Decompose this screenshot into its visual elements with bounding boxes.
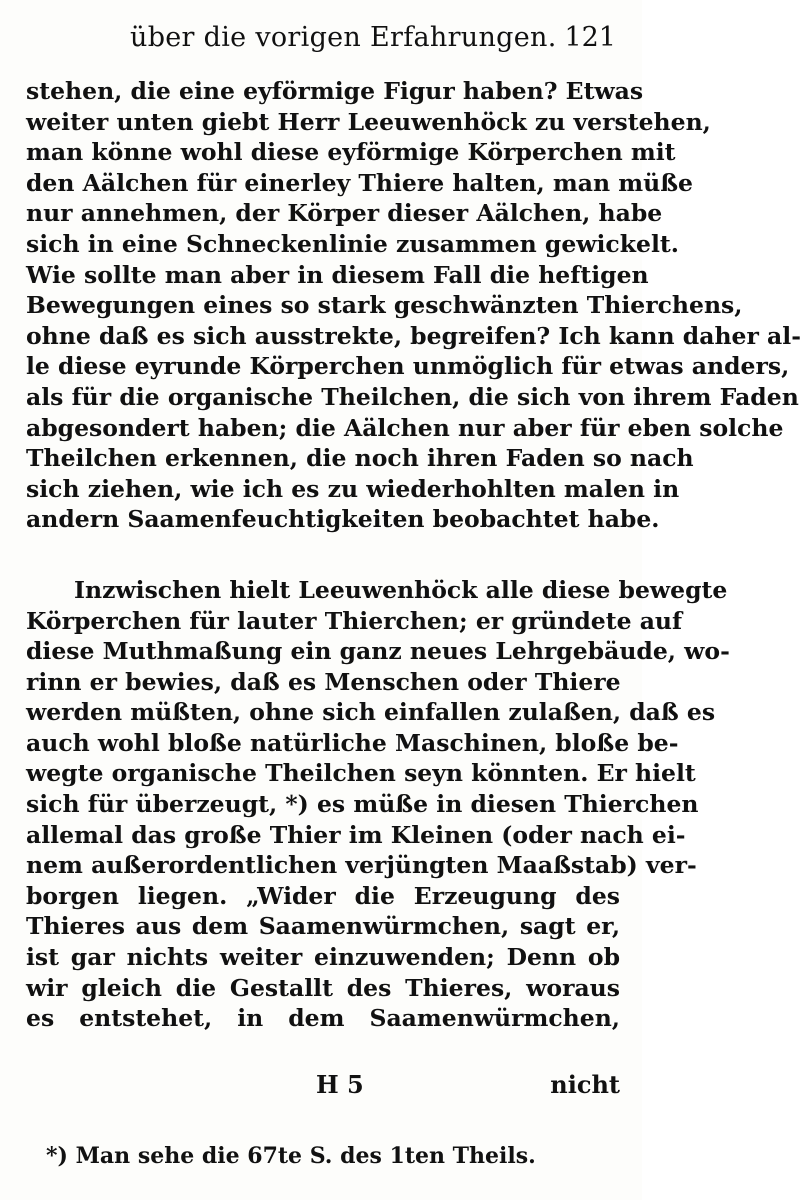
running-head: über die vorigen Erfahrungen. [130,22,557,53]
text-line: diese Muthmaßung ein ganz neues Lehrgebäude, wo- [26,637,730,666]
text-line: werden müßten, ohne sich einfallen zulaßen, daß es [26,698,716,727]
text-line: andern Saamenfeuchtigkeiten beobachtet habe. [26,505,660,534]
text-line: wir gleich die Gestallt des Thieres, woraus [26,973,620,1002]
text-line: stehen, die eine eyförmige Figur haben? Etwas [26,77,644,105]
body-text [26,76,801,1034]
text-line: sich für überzeugt, *) es müße in diesen Thierchen [26,790,699,819]
text-line: es entstehet, in dem Saamenwürmchen, [26,1004,620,1033]
text-line: Thieres aus dem Saamenwürmchen, sagt er, [26,912,620,941]
text-line: weiter unten giebt Herr Leeuwenhöck zu verstehen, [26,107,711,136]
text-line: Körperchen für lauter Thierchen; er gründete auf [26,606,683,635]
text-line: auch wohl bloße natürliche Maschinen, bloße be- [26,728,679,757]
text-line: rinn er bewies, daß es Menschen oder Thiere [26,667,621,696]
text-line: Inzwischen hielt Leeuwenhöck alle diese bewegte [74,575,728,604]
text-line: le diese eyrunde Körperchen unmöglich für etwas anders, [26,352,790,381]
text-line: allemal das große Thier im Kleinen (oder nach ei- [26,820,686,849]
page-header [60,18,622,58]
paragraph-2 [26,575,730,1034]
text-line: abgesondert haben; die Aälchen nur aber für eben solche [26,413,784,442]
text-line: borgen liegen. „Wider die Erzeugung des [26,881,620,910]
text-line: sich ziehen, wie ich es zu wiederhohlten malen in [26,474,680,503]
catchword: nicht [550,1070,620,1099]
page-number: 121 [564,22,616,53]
footnote: *) Man sehe die 67te S. des 1ten Theils. [46,1143,536,1169]
text-line: man könne wohl diese eyförmige Körperchen mit [26,138,676,167]
text-line: nur annehmen, der Körper dieser Aälchen, habe [26,199,663,228]
paragraph-1 [26,76,801,535]
text-line: Wie sollte man aber in diesem Fall die heftigen [26,260,649,289]
text-line: sich in eine Schneckenlinie zusammen gewickelt. [26,229,679,258]
text-line: den Aälchen für einerley Thiere halten, man müße [26,168,693,197]
page-footer [26,1070,620,1104]
text-line: Theilchen erkennen, die noch ihren Faden so nach [26,444,694,473]
signature-mark: H 5 [316,1070,364,1099]
text-line: ist gar nichts weiter einzuwenden; Denn ob [26,943,620,972]
text-line: als für die organische Theilchen, die sich von ihrem Faden [26,382,799,411]
text-line: nem außerordentlichen verjüngten Maaßstab) ver- [26,851,697,880]
text-line: ohne daß es sich ausstrekte, begreifen? Ich kann daher al- [26,321,801,350]
text-line: wegte organische Theilchen seyn könnten. Er hielt [26,759,696,788]
text-line: Bewegungen eines so stark geschwänzten Thierchens, [26,291,743,320]
paragraph-gap [26,535,620,575]
